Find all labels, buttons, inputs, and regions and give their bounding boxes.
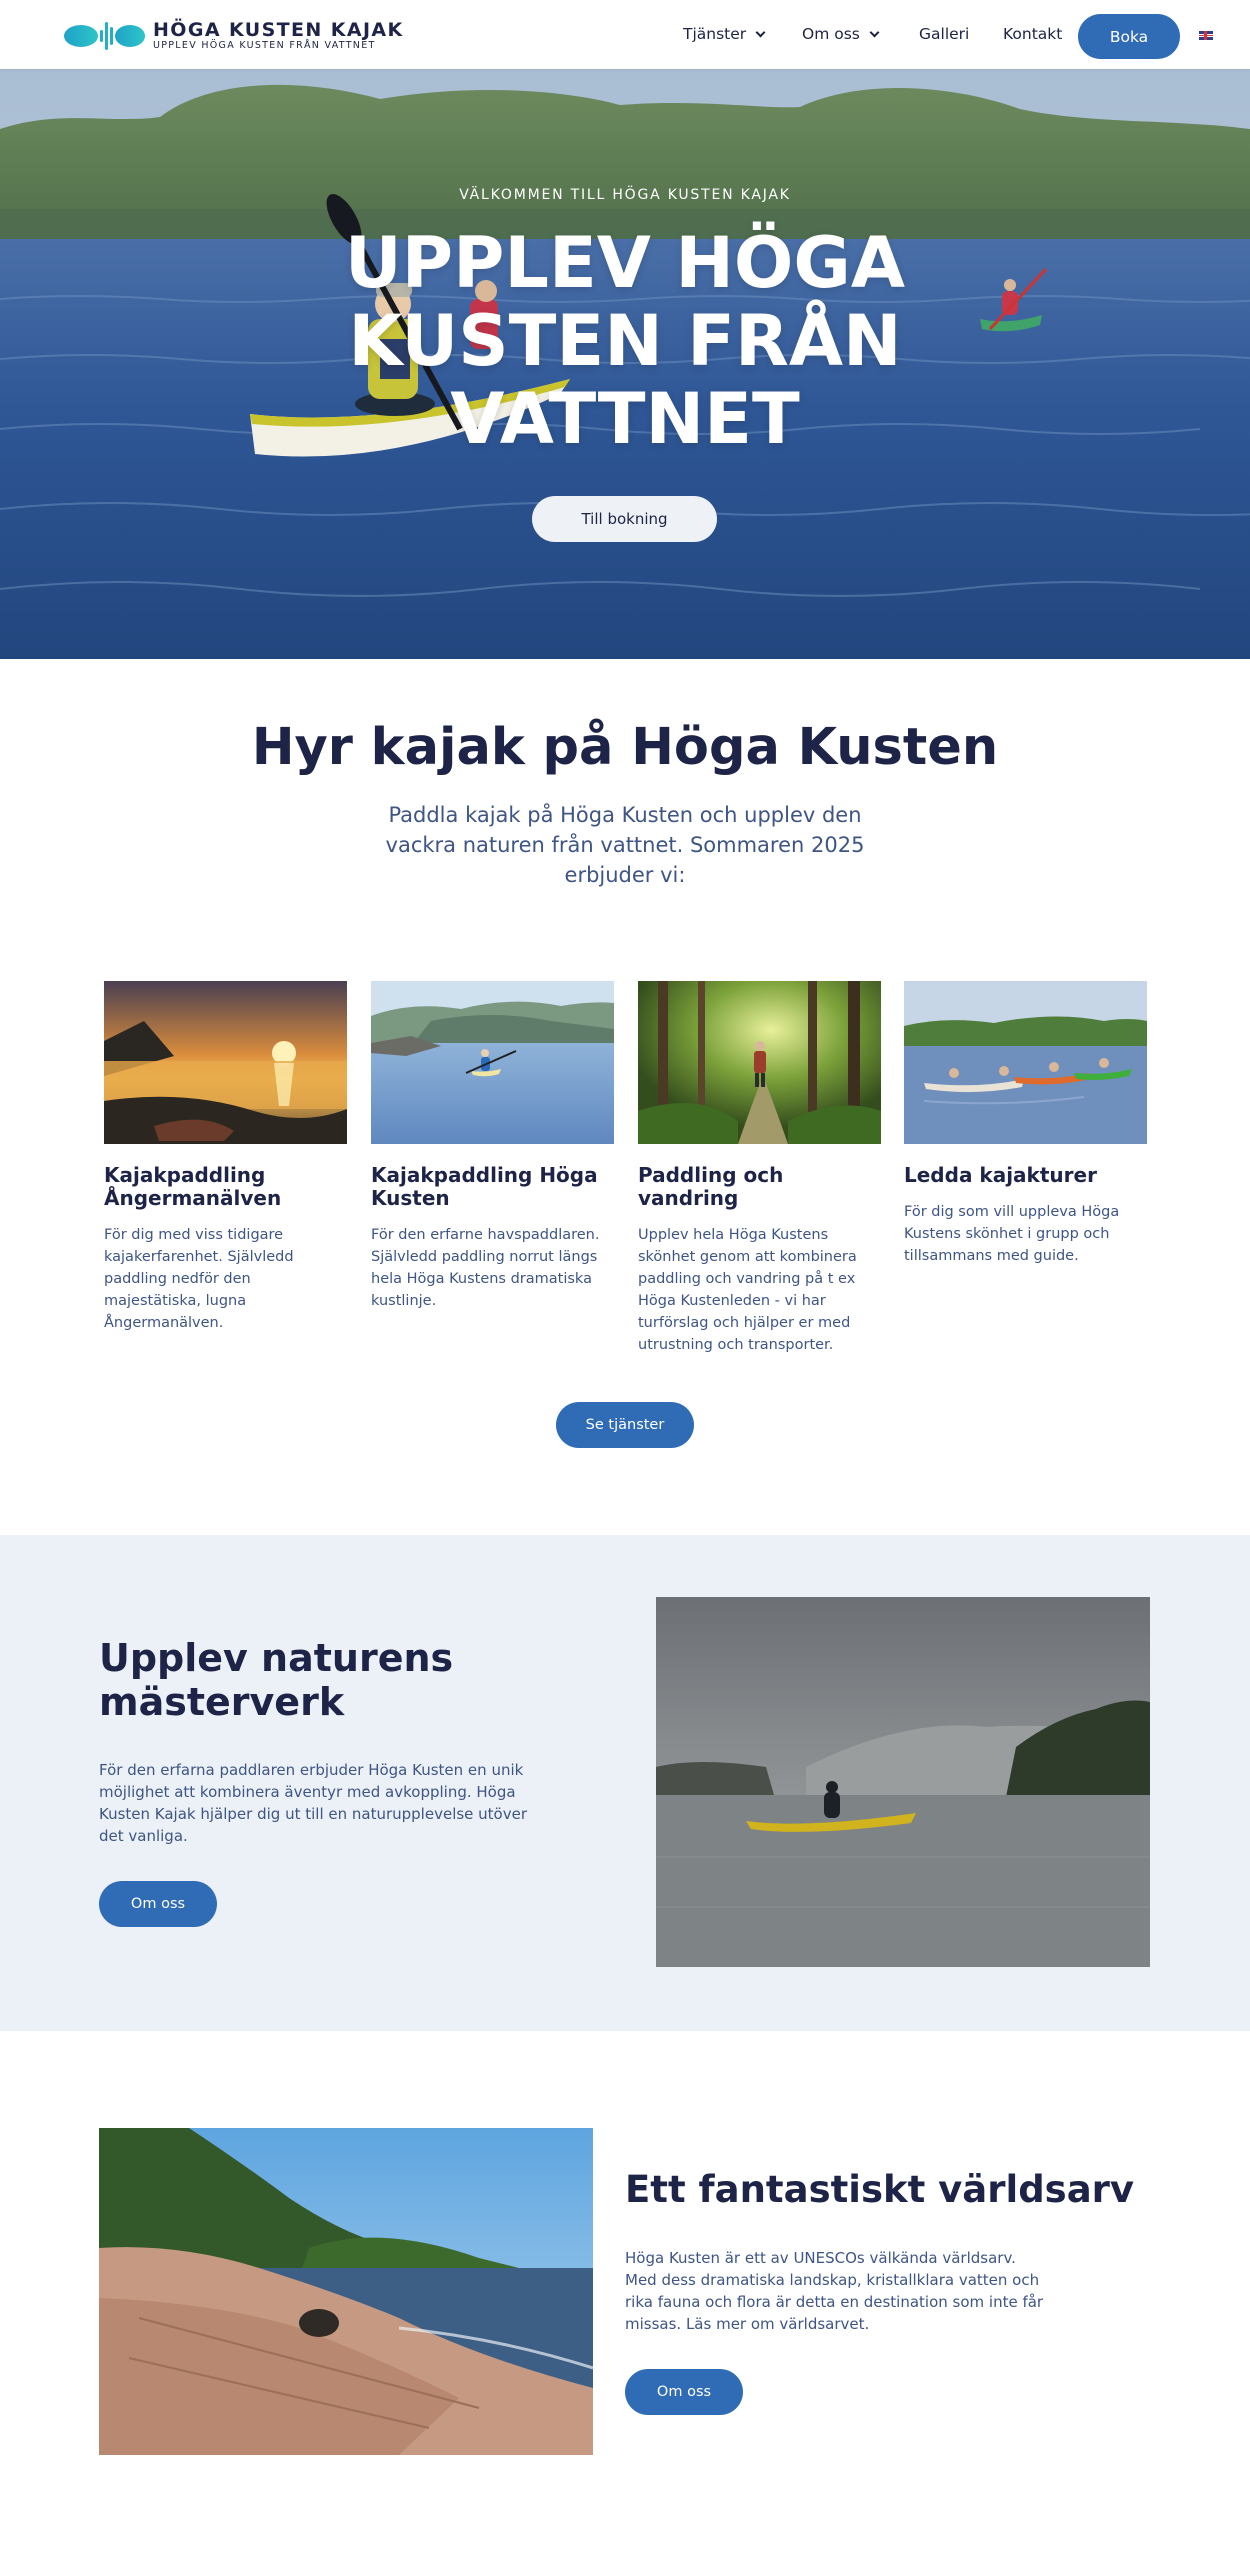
card-text: För dig med viss tidigare kajakerfarenhet. Självledd paddling nedför den majestätiska, lugna Ångermanälven. xyxy=(104,1227,294,1331)
service-card-hoga-kusten[interactable] xyxy=(371,981,614,1312)
site-logo[interactable] xyxy=(64,18,404,54)
rocky-coast-image xyxy=(99,2128,593,2455)
service-card-paddling-vandring[interactable] xyxy=(638,981,881,1356)
misty-kayaker-image xyxy=(656,1597,1150,1967)
card-title: Ledda kajakturer xyxy=(904,1163,1097,1187)
card-title: Kajakpaddling Ångermanälven xyxy=(104,1163,282,1210)
nature-section xyxy=(0,1535,1250,2031)
chevron-down-icon xyxy=(869,27,879,37)
intro-text: Paddla kajak på Höga Kusten och upplev den vackra naturen från vattnet. Sommaren 2025 erbjuder vi: xyxy=(385,803,865,887)
heritage-title: Ett fantastiskt världsarv xyxy=(625,2168,1135,2211)
forest-hiker-image xyxy=(638,981,881,1144)
guided-group-image xyxy=(904,981,1147,1144)
logo-wave-icon xyxy=(64,18,145,54)
nav-tjanster[interactable] xyxy=(683,25,764,43)
nav-kontakt-label: Kontakt xyxy=(1003,25,1063,43)
nav-om-oss-label: Om oss xyxy=(802,25,860,43)
intro-title: Hyr kajak på Höga Kusten xyxy=(251,718,999,777)
logo-subtitle: UPPLEV HÖGA KUSTEN FRÅN VATTNET xyxy=(153,40,376,51)
site-header xyxy=(0,0,1250,69)
nav-kontakt[interactable] xyxy=(1003,25,1062,43)
uk-flag-icon[interactable] xyxy=(1199,31,1213,40)
nav-om-oss[interactable] xyxy=(802,25,878,43)
card-title: Paddling och vandring xyxy=(638,1163,784,1210)
heritage-text: Höga Kusten är ett av UNESCOs välkända världsarv. Med dess dramatiska landskap, kristallklara vatten och rika fauna och flora är detta en destination som inte får missas. Läs mer om världsarvet. xyxy=(625,2249,1044,2333)
card-title: Kajakpaddling Höga Kusten xyxy=(371,1163,598,1210)
chevron-down-icon xyxy=(756,27,766,37)
boka-button[interactable]: Boka xyxy=(1078,14,1180,59)
nav-galleri-label: Galleri xyxy=(919,25,970,43)
hero-kicker: VÄLKOMMEN TILL HÖGA KUSTEN KAJAK xyxy=(459,187,791,203)
nature-text: För den erfarna paddlaren erbjuder Höga Kusten en unik möjlighet att kombinera äventyr med avkoppling. Höga Kusten Kajak hjälper dig ut till en naturupplevelse utöver det vanliga. xyxy=(99,1761,528,1845)
sunset-river-image xyxy=(104,981,347,1144)
services-button[interactable]: Se tjänster xyxy=(556,1402,694,1448)
nav-tjanster-label: Tjänster xyxy=(683,25,747,43)
hero-section xyxy=(0,69,1250,659)
sea-kayaker-image xyxy=(371,981,614,1144)
service-card-ledda-turer[interactable] xyxy=(904,981,1147,1267)
card-text: Upplev hela Höga Kustens skönhet genom att kombinera paddling och vandring på t ex Höga Kustenleden - vi har turförslag och hjälper er med utrustning och transporter. xyxy=(638,1227,857,1353)
nature-title: Upplev naturens mästerverk xyxy=(99,1636,454,1724)
hero-title: UPPLEV HÖGA KUSTEN FRÅN VATTNET xyxy=(344,222,906,460)
card-text: För den erfarne havspaddlaren. Självledd paddling norrut längs hela Höga Kustens dramatiska kustlinje. xyxy=(371,1227,600,1309)
service-card-angermanalven[interactable] xyxy=(104,981,347,1334)
nav-galleri[interactable] xyxy=(919,25,969,43)
logo-title: HÖGA KUSTEN KAJAK xyxy=(153,19,404,41)
about-button[interactable]: Om oss xyxy=(625,2369,743,2415)
card-text: För dig som vill uppleva Höga Kustens skönhet i grupp och tillsammans med guide. xyxy=(904,1204,1120,1264)
about-button[interactable]: Om oss xyxy=(99,1881,217,1927)
booking-button[interactable]: Till bokning xyxy=(532,496,717,542)
